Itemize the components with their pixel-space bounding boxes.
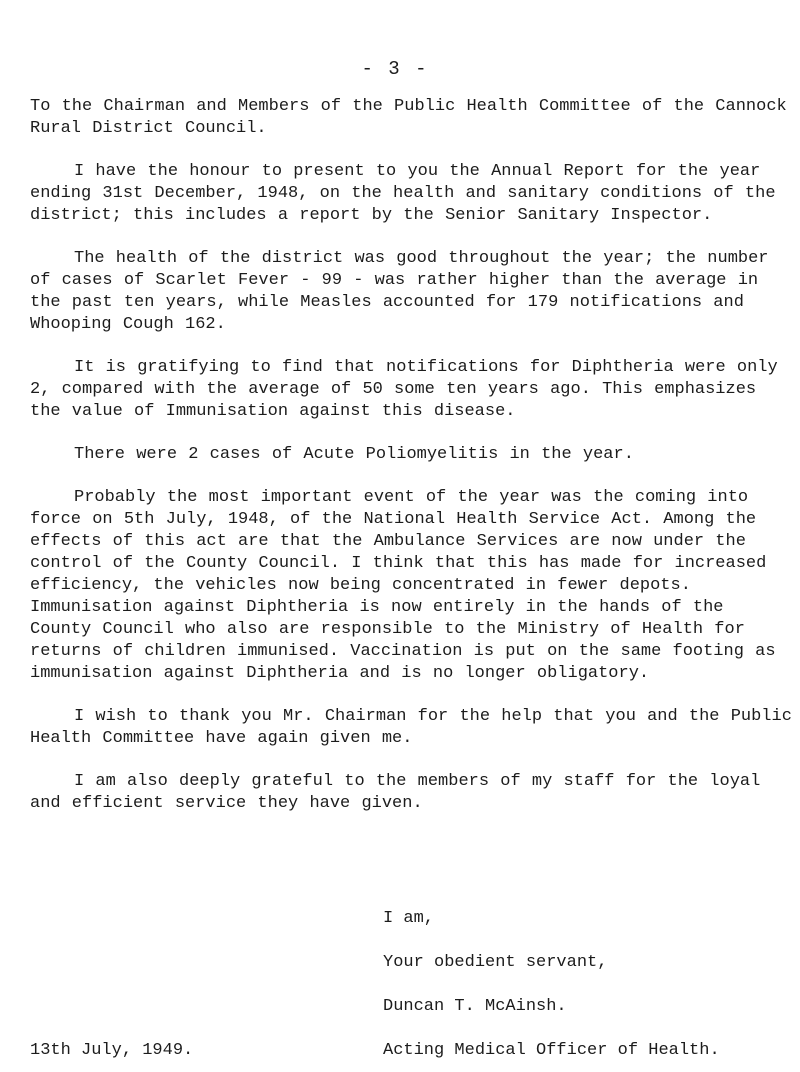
closing-valediction: Your obedient servant, [383, 953, 608, 972]
closing-i-am: I am, [383, 909, 435, 928]
letter-date: 13th July, 1949. [30, 1041, 194, 1060]
signatory-title: Acting Medical Officer of Health. [383, 1041, 720, 1060]
paragraph-nhs-act: Probably the most important event of the year was the coming into force on 5th July, 1948, of the National Health Service Act. Among the effects of this act are that the Ambulance Services are now under the control of the County Council. I think that this has made for increased efficiency, the vehicles now being concentrated in fewer depots. Immunisation against Diphtheria is now entirely in the hands of the County Council who also are responsible to the Ministry of Health for returns of children immunised. Vaccination is put on the same footing as immunisation against Diphtheria and is no longer obligatory. [30, 488, 776, 683]
signatory-name: Duncan T. McAinsh. [383, 997, 567, 1016]
paragraph-district-health: The health of the district was good throughout the year; the number of cases of Scarlet Fever - 99 - was rather higher than the average in the past ten years, while Measles accounted for 179 notifications and Whooping Cough 162. [30, 249, 769, 334]
paragraph-annual-report: I have the honour to present to you the Annual Report for the year ending 31st December, 1948, on the health and sanitary conditions of the district; this includes a report by the Senior Sanitary Inspector. [30, 162, 776, 225]
paragraph-thanks-chairman: I wish to thank you Mr. Chairman for the help that you and the Public Health Committee have again given me. [30, 707, 792, 748]
paragraph-poliomyelitis: There were 2 cases of Acute Poliomyelitis in the year. [74, 445, 634, 464]
paragraph-diphtheria: It is gratifying to find that notifications for Diphtheria were only 2, compared with the average of 50 some ten years ago. This emphasizes the value of Immunisation against this disease. [30, 358, 778, 421]
paragraph-thanks-staff: I am also deeply grateful to the members of my staff for the loyal and efficient service they have given. [30, 772, 761, 813]
page-number: - 3 - [361, 58, 429, 80]
letter-body [30, 96, 795, 836]
addressee: To the Chairman and Members of the Public Health Committee of the Cannock Rural District Council. [30, 97, 787, 138]
